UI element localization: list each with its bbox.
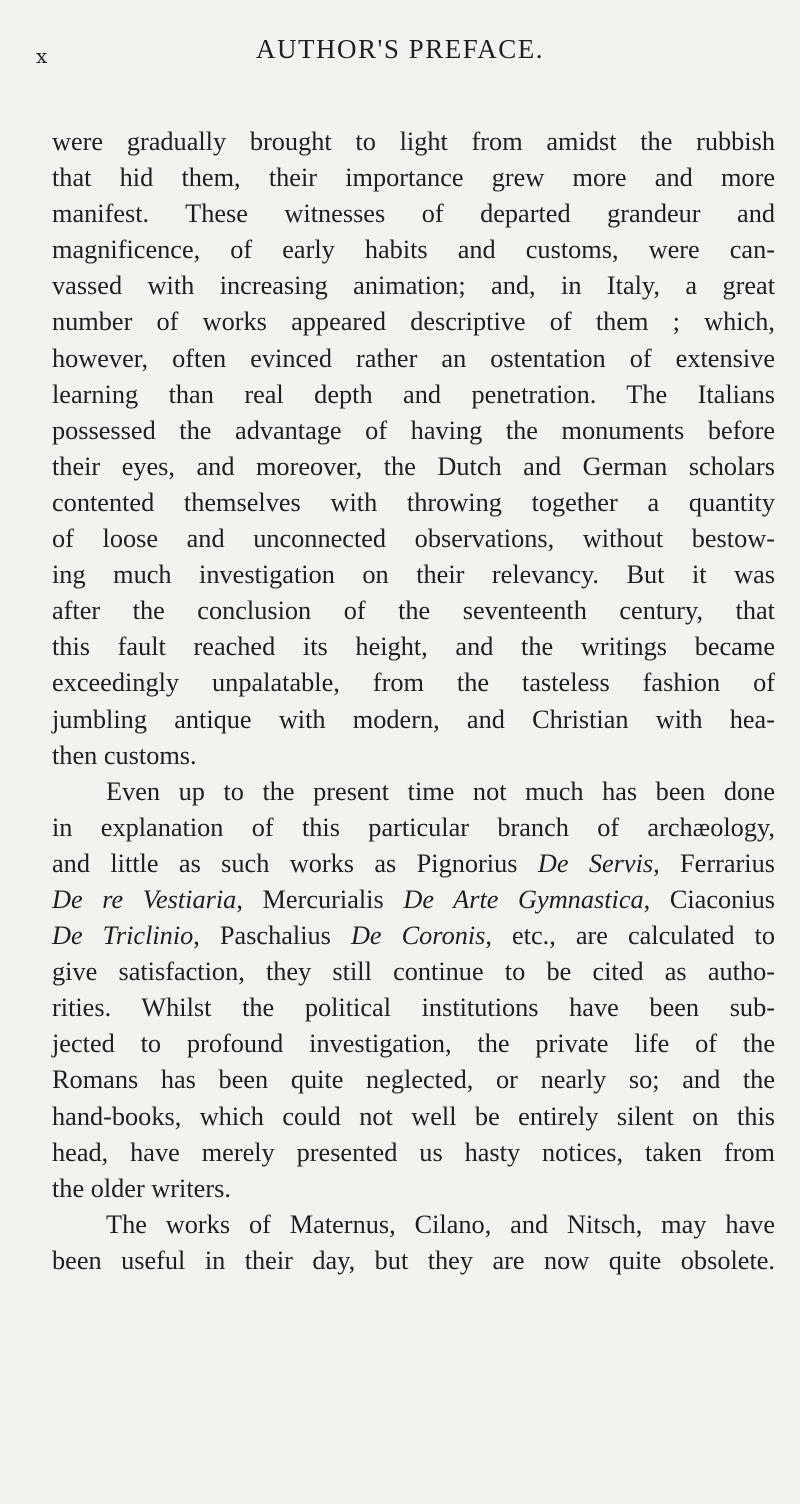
text-line (52, 846, 775, 882)
text-line: this fault reached its height, and the writings became (52, 632, 775, 662)
text-line: number of works appeared descriptive of them ; which, (52, 307, 775, 337)
text-line: of loose and unconnected observations, without bestow- (52, 524, 775, 554)
text-run: and little as such works as Pignorius (52, 848, 538, 878)
book-title: De Arte Gymnastica (403, 884, 644, 914)
text-line: manifest. These witnesses of departed grandeur and (52, 199, 775, 229)
body-text (52, 124, 775, 1279)
text-line: give satisfaction, they still continue to be cited as autho- (52, 957, 775, 987)
text-line: that hid them, their importance grew more and more (52, 163, 775, 193)
text-line: learning than real depth and penetration. The Italians (52, 379, 775, 409)
text-line: rities. Whilst the political institutions have been sub- (52, 993, 775, 1023)
page-header (34, 34, 766, 74)
text-line: magnificence, of early habits and customs, were can- (52, 235, 775, 265)
text-line: then customs. (52, 740, 197, 770)
text-line: were gradually brought to light from amidst the rubbish (52, 127, 775, 156)
text-run: , etc., are calculated to (485, 921, 775, 951)
text-line: hand-books, which could not well be entirely silent on this (52, 1101, 775, 1131)
text-line: been useful in their day, but they are now quite obsolete. (52, 1245, 775, 1275)
text-line: exceedingly unpalatable, from the tasteless fashion of (52, 668, 775, 698)
text-line: head, have merely presented us hasty notices, taken from (52, 1137, 775, 1167)
text-line: jected to profound investigation, the private life of the (52, 1029, 775, 1059)
text-line: contented themselves with throwing together a quantity (52, 487, 775, 517)
text-line: jumbling antique with modern, and Christian with hea- (52, 704, 775, 734)
text-line: Romans has been quite neglected, or nearly so; and the (52, 1065, 775, 1095)
text-line (52, 918, 775, 954)
text-line: The works of Maternus, Cilano, and Nitsch, may have (106, 1209, 775, 1239)
book-title: De Servis (537, 848, 654, 878)
text-line: after the conclusion of the seventeenth century, that (52, 596, 775, 626)
book-title: De re Vestiaria (52, 884, 237, 914)
book-title: De Triclinio (52, 921, 194, 951)
text-run: , Ciaconius (643, 884, 776, 914)
text-line: vassed with increasing animation; and, in Italy, a great (52, 271, 775, 301)
page-number: x (36, 44, 49, 68)
text-run: , Paschalius (193, 921, 351, 951)
text-line: Even up to the present time not much has been done (106, 776, 775, 806)
text-line: ing much investigation on their relevancy. But it was (52, 560, 775, 590)
text-line: their eyes, and moreover, the Dutch and German scholars (52, 451, 775, 481)
text-line: possessed the advantage of having the monuments before (52, 415, 775, 445)
text-line: in explanation of this particular branch of archæology, (52, 812, 775, 842)
text-run: , Mercurialis (236, 884, 404, 914)
text-run: , Ferrarius (653, 848, 775, 878)
text-line (52, 882, 775, 918)
text-line: the older writers. (52, 1173, 231, 1203)
running-head: AUTHOR'S PREFACE. (256, 34, 544, 64)
book-title: De Coronis (350, 921, 486, 951)
text-line: however, often evinced rather an ostentation of extensive (52, 343, 775, 373)
